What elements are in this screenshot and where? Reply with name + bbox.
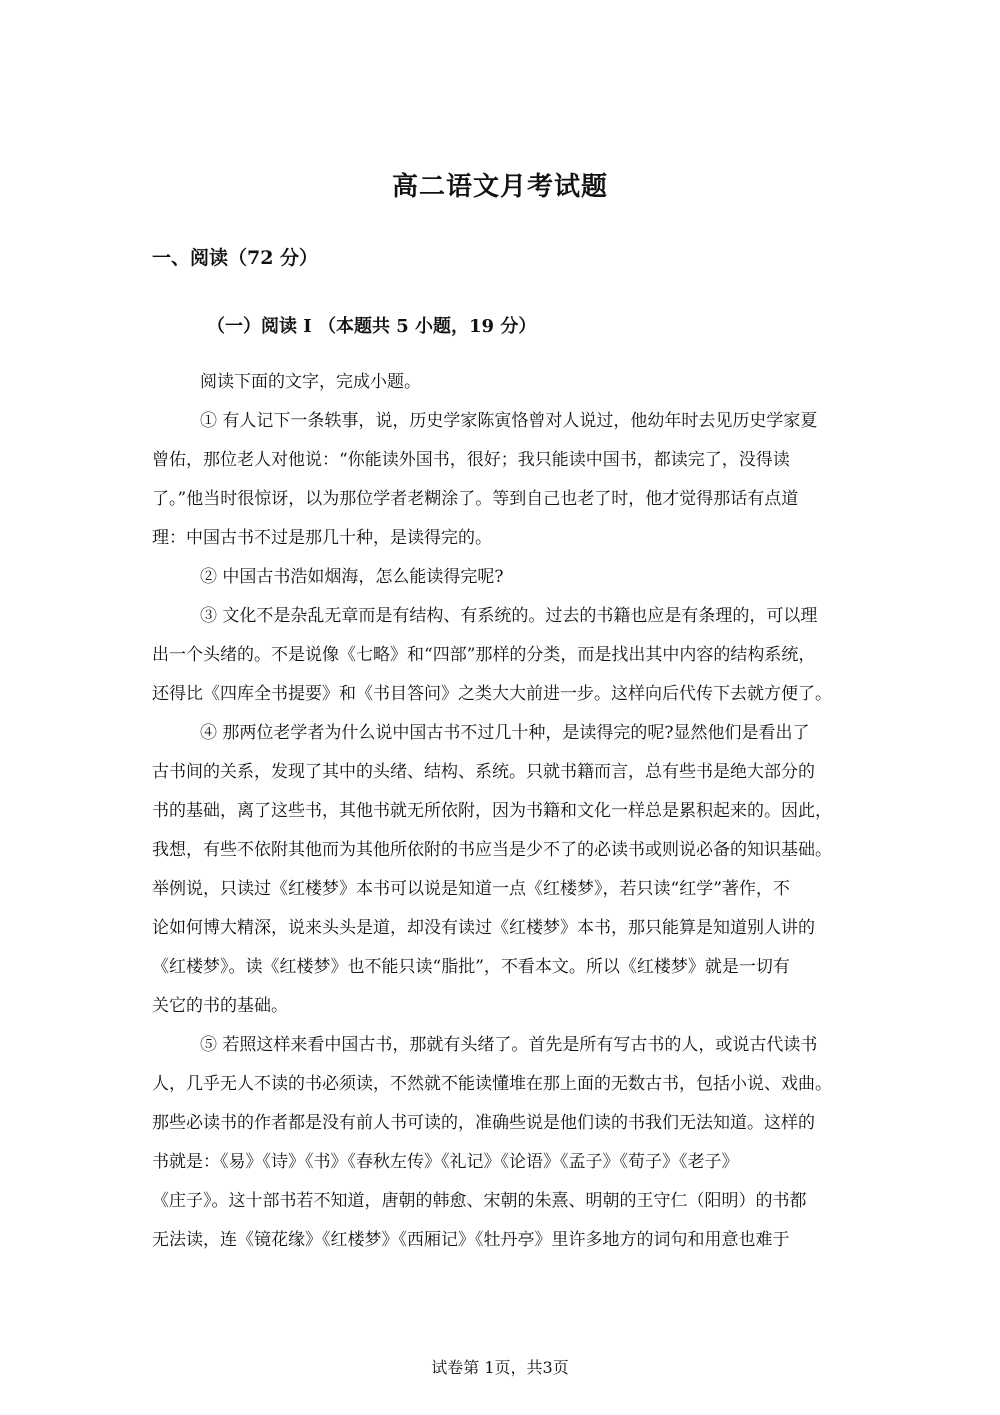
paragraph-2: ② 中国古书浩如烟海，怎么能读得完呢?: [200, 567, 504, 587]
paragraph-5: ⑤ 若照这样来看中国古书，那就有头绪了。首先是所有写古书的人，或说古代读书 人，几乎无人不读的书必须读，不然就不能读懂堆在那上面的无数古书，包括小说、戏曲。 那些必读书的作者都是没有前人书可读的，准确些说是他们读的书我们无法知道。这样的 书就是：《易》《诗》《书》《春秋左传》《礼记》《论语》《孟子》《荀子》《老子》 《庄子》。这十部书若不知道，唐朝的韩愈、宋朝的朱熹、明朝的王守仁（阳明）的书都 无法读，连《镜花缘》《红楼梦》《西厢记》《牡丹亭》里许多地方的词句和用意也难于: [152, 1035, 832, 1250]
paragraph-3: ③ 文化不是杂乱无章而是有结构、有系统的。过去的书籍也应是有条理的，可以理 出一个头绪的。不是说像《七略》和“四部”那样的分类，而是找出其中内容的结构系统， 还得比《四库全书提要》和《书目答问》之类大大前进一步。这样向后代传下去就方便了。: [152, 606, 832, 704]
paragraph-4: ④ 那两位老学者为什么说中国古书不过几十种，是读得完的呢?显然他们是看出了 古书间的关系，发现了其中的头绪、结构、系统。只就书籍而言，总有些书是绝大部分的 书的基础，离了这些书，其他书就无所依附，因为书籍和文化一样总是累积起来的。因此， 我想，有些不依附其他而为其他所依附的书应当是少不了的必读书或则说必备的知识基础。 举例说，只读过《红楼梦》本书可以说是知道一点《红楼梦》，若只读“红学”著作，不 论如何博大精深，说来头头是道，却没有读过《红楼梦》本书，那只能算是知道别人讲的 《红楼梦》。读《红楼梦》也不能只读“脂批”，不看本文。所以《红楼梦》就是一切有 关它的书的基础。: [152, 723, 832, 1016]
subsection-heading: （一）阅读 I （本题共 5 小题，19 分）: [207, 316, 537, 337]
paragraph-1: ① 有人记下一条轶事，说，历史学家陈寅恪曾对人说过，他幼年时去见历史学家夏 曾佑，那位老人对他说：“你能读外国书，很好；我只能读中国书，都读完了，没得读 了。”他当时很惊讶，以为那位学者老糊涂了。等到自己也老了时，他才觉得那话有点道 理：中国古书不过是那几十种，是读得完的。: [152, 411, 818, 548]
reading-passage: [152, 363, 852, 1260]
instruction-text: 阅读下面的文字，完成小题。: [200, 372, 421, 392]
page-footer: 试卷第 1页，共3页: [431, 1358, 569, 1377]
section-heading: 一、阅读（72 分）: [152, 247, 319, 269]
page-title: 高二语文月考试题: [391, 172, 608, 202]
